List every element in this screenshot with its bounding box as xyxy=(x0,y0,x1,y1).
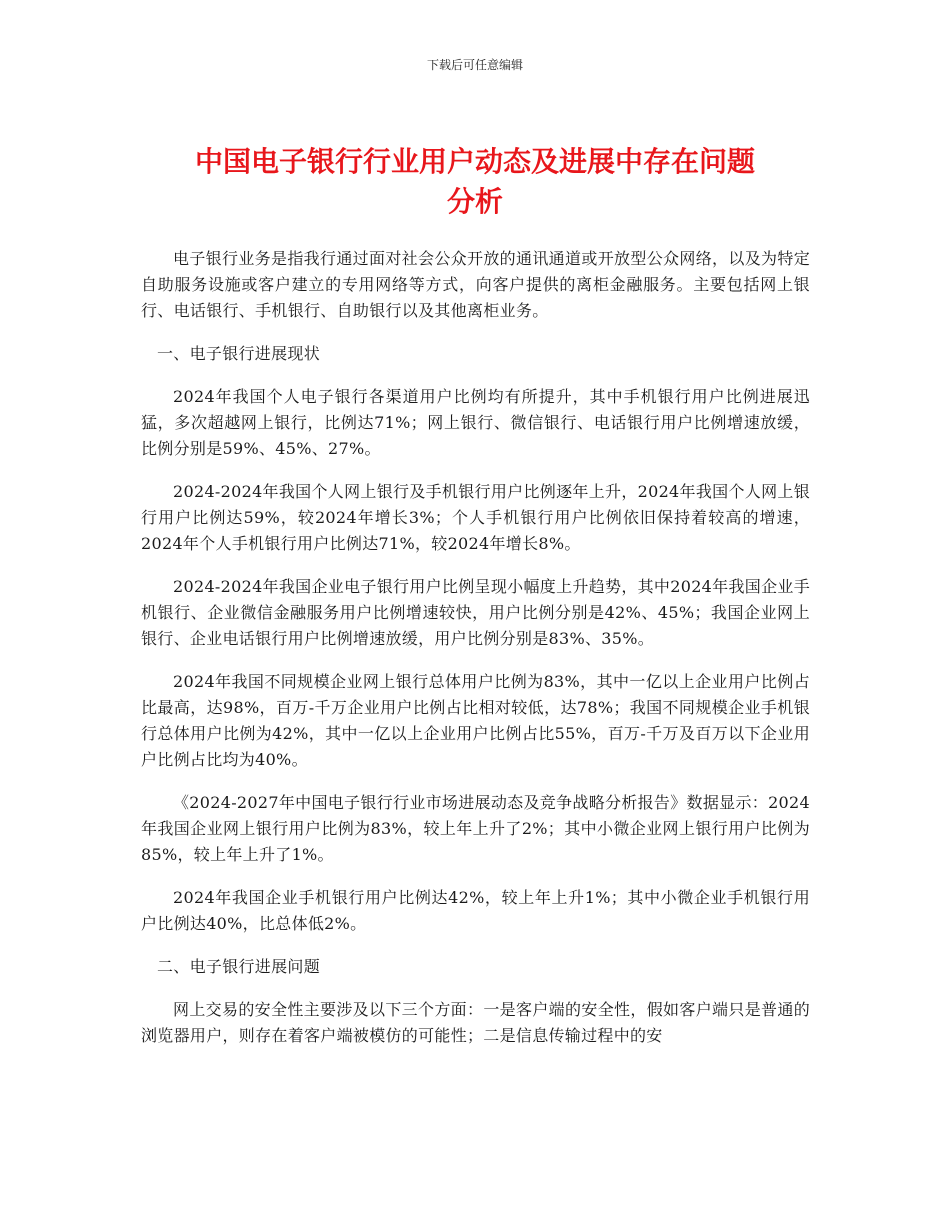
body-paragraph: 《2024-2027年中国电子银行行业市场进展动态及竞争战略分析报告》数据显示：2024年我国企业网上银行用户比例为83%，较上年上升了2%；其中小微企业网上银行用户比例为85%，较上年上升了1%。 xyxy=(141,793,810,864)
body-paragraph: 2024-2024年我国企业电子银行用户比例呈现小幅度上升趋势，其中2024年我国企业手机银行、企业微信金融服务用户比例增速较快，用户比例分别是42%、45%；我国企业网上银行、企业电话银行用户比例增速放缓，用户比例分别是83%、35%。 xyxy=(141,577,810,648)
body-paragraph: 网上交易的安全性主要涉及以下三个方面：一是客户端的安全性，假如客户端只是普通的浏览器用户，则存在着客户端被模仿的可能性；二是信息传输过程中的安 xyxy=(141,1000,810,1045)
title-line-1: 中国电子银行行业用户动态及进展中存在问题 xyxy=(194,145,755,178)
header-note: 下载后可任意编辑 xyxy=(426,58,523,72)
document-body xyxy=(141,246,810,1066)
body-paragraph: 2024年我国个人电子银行各渠道用户比例均有所提升，其中手机银行用户比例进展迅猛，多次超越网上银行，比例达71%；网上银行、微信银行、电话银行用户比例增速放缓，比例分别是59%、45%、27%。 xyxy=(141,387,810,458)
section-heading-1: 一、电子银行进展现状 xyxy=(157,344,321,363)
body-paragraph: 2024年我国不同规模企业网上银行总体用户比例为83%，其中一亿以上企业用户比例占比最高，达98%，百万-千万企业用户比例占比相对较低，达78%；我国不同规模企业手机银行总体用户比例为42%，其中一亿以上企业用户比例占比55%，百万-千万及百万以下企业用户比例占比均为40%。 xyxy=(141,672,810,769)
intro-paragraph: 电子银行业务是指我行通过面对社会公众开放的通讯通道或开放型公众网络，以及为特定自助服务设施或客户建立的专用网络等方式，向客户提供的离柜金融服务。主要包括网上银行、电话银行、手机银行、自助银行以及其他离柜业务。 xyxy=(141,249,810,320)
section-heading-2: 二、电子银行进展问题 xyxy=(157,957,321,976)
title-line-2: 分析 xyxy=(446,185,503,218)
body-paragraph: 2024年我国企业手机银行用户比例达42%，较上年上升1%；其中小微企业手机银行用户比例达40%，比总体低2%。 xyxy=(141,888,810,933)
document-title xyxy=(140,142,810,222)
body-paragraph: 2024-2024年我国个人网上银行及手机银行用户比例逐年上升，2024年我国个人网上银行用户比例达59%，较2024年增长3%；个人手机银行用户比例依旧保持着较高的增速，2024年个人手机银行用户比例达71%，较2024年增长8%。 xyxy=(141,482,810,553)
